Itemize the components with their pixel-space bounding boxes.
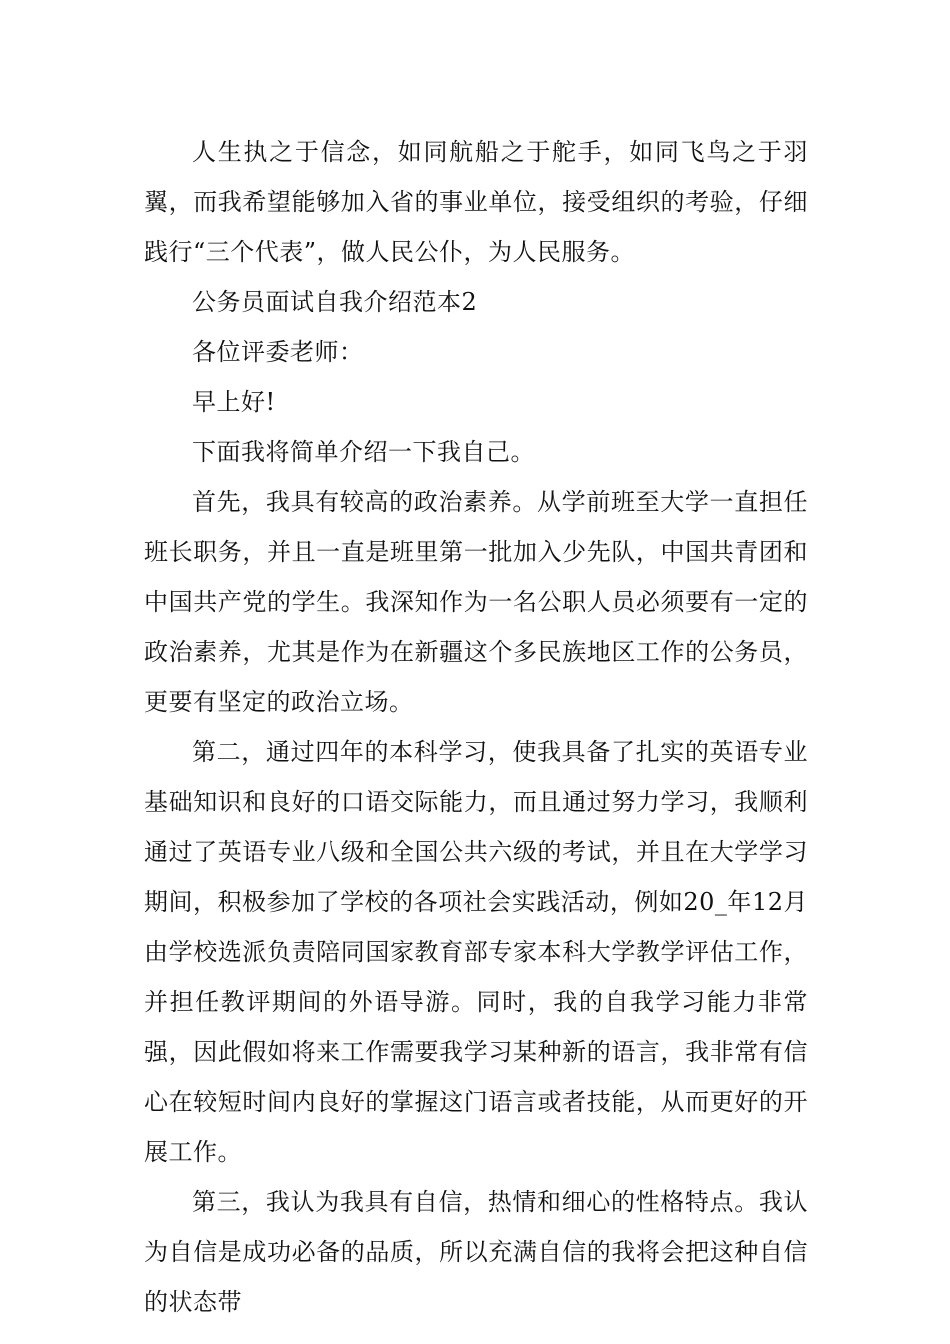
- paragraph-opening: 下面我将简单介绍一下我自己。: [192, 438, 535, 466]
- paragraph-intro-closing: 人生执之于信念，如同航船之于舵手，如同飞鸟之于羽翼，而我希望能够加入省的事业单位，接受组织的考验，仔细践行“三个代表”，做人民公仆，为人民服务。: [144, 138, 808, 266]
- paragraph-second-point: 第二，通过四年的本科学习，使我具备了扎实的英语专业基础知识和良好的口语交际能力，而且通过努力学习，我顺利通过了英语专业八级和全国公共六级的考试，并且在大学学习期间，积极参加了学校的各项社会实践活动，例如20_年12月由学校选派负责陪同国家教育部专家本科大学教学评估工作，并担任教评期间的外语导游。同时，我的自我学习能力非常强，因此假如将来工作需要我学习某种新的语言，我非常有信心在较短时间内良好的掌握这门语言或者技能，从而更好的开展工作。: [144, 738, 808, 1166]
- salutation: 各位评委老师：: [192, 338, 364, 366]
- paragraph-third-point: 第三，我认为我具有自信，热情和细心的性格特点。我认为自信是成功必备的品质，所以充满自信的我将会把这种自信的状态带: [144, 1188, 808, 1316]
- document-body: [144, 127, 808, 1327]
- paragraph-first-point: 首先，我具有较高的政治素养。从学前班至大学一直担任班长职务，并且一直是班里第一批加入少先队，中国共青团和中国共产党的学生。我深知作为一名公职人员必须要有一定的政治素养，尤其是作为在新疆这个多民族地区工作的公务员，更要有坚定的政治立场。: [144, 488, 808, 716]
- section-heading: 公务员面试自我介绍范本2: [192, 288, 478, 316]
- greeting: 早上好!: [192, 388, 276, 416]
